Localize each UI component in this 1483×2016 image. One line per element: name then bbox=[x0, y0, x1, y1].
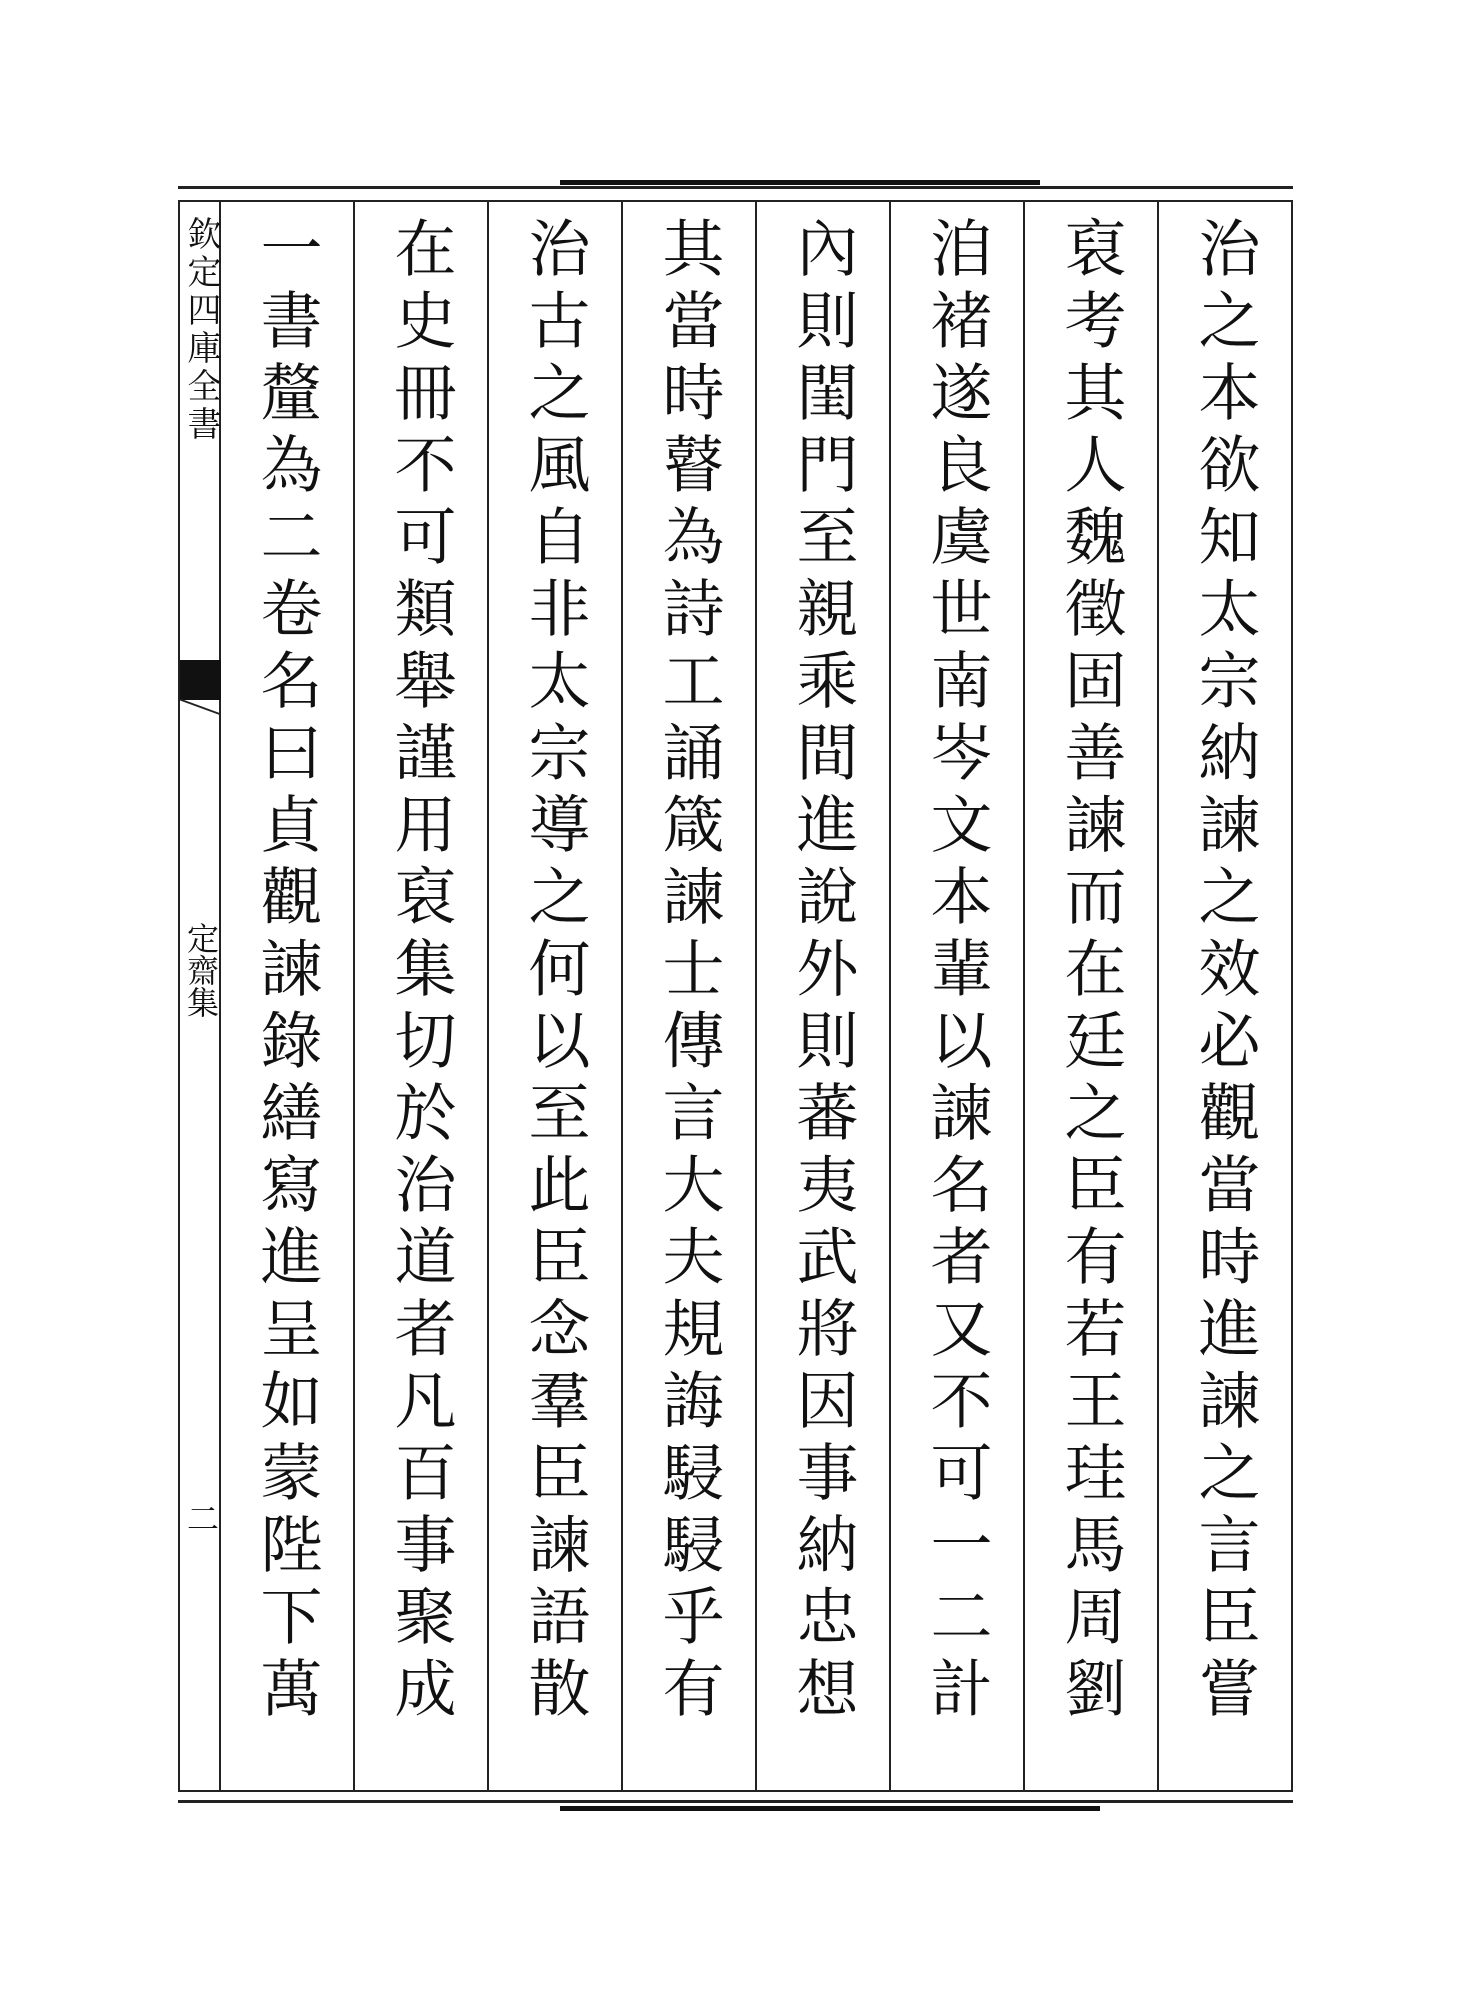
bottom-rule bbox=[178, 1800, 1293, 1803]
book-title: 定齋集 bbox=[182, 922, 220, 1018]
text-frame bbox=[178, 200, 1293, 1792]
page-number: 二 bbox=[182, 1502, 220, 1534]
text-column-6: 治古之風自非太宗導之何以至此臣念羣臣諫語散 bbox=[487, 202, 621, 1790]
text-column-1: 治之本欲知太宗納諫之效必觀當時進諫之言臣嘗 bbox=[1157, 202, 1291, 1790]
fishtail-mark bbox=[180, 660, 221, 700]
fishtail-line bbox=[180, 699, 221, 716]
text-column-7: 在史冊不可類舉謹用裒集切於治道者凡百事聚成 bbox=[353, 202, 487, 1790]
text-column-5: 其當時瞽為詩工誦箴諫士傳言大夫規誨駸駸乎有 bbox=[621, 202, 755, 1790]
text-column-2: 裒考其人魏徵固善諫而在廷之臣有若王珪馬周劉 bbox=[1023, 202, 1157, 1790]
collection-title: 欽定四庫全書 bbox=[181, 216, 221, 444]
bottom-rule-thick bbox=[560, 1806, 1100, 1811]
top-rule-thick bbox=[560, 180, 1040, 185]
text-column-4: 內則閨門至親乘間進說外則蕃夷武將因事納忠想 bbox=[755, 202, 889, 1790]
page-margin bbox=[180, 202, 219, 1790]
text-column-8: 一書釐為二卷名曰貞觀諫錄繕寫進呈如蒙陛下萬 bbox=[219, 202, 353, 1790]
top-rule bbox=[178, 186, 1293, 189]
text-column-3: 洎褚遂良虞世南岑文本輩以諫名者又不可一二計 bbox=[889, 202, 1023, 1790]
